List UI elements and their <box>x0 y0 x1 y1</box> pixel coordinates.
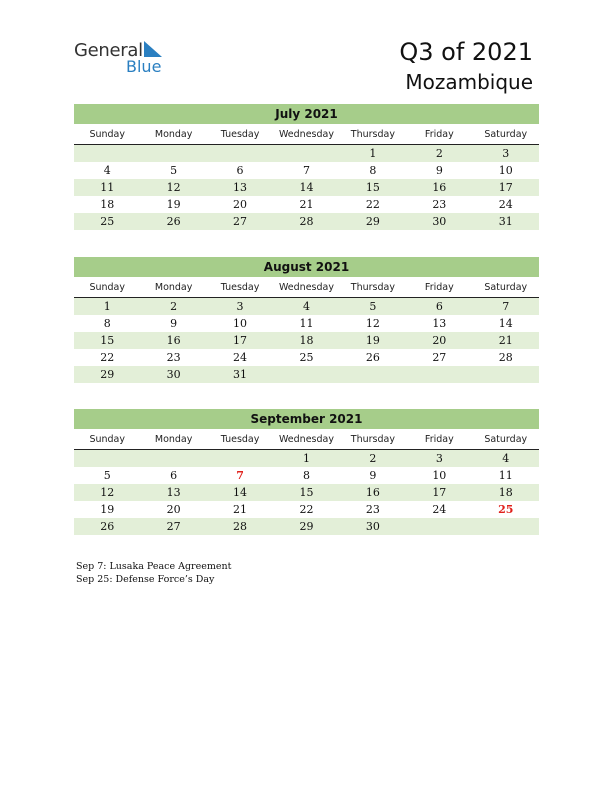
day-cell: 28 <box>233 520 248 533</box>
day-cell: 23 <box>365 503 380 516</box>
day-cell: 17 <box>498 181 513 194</box>
day-cell: 1 <box>302 452 310 465</box>
holiday-note: Sep 25: Defense Force’s Day <box>76 574 215 585</box>
empty-day-cell <box>406 518 472 535</box>
weekday-header-row <box>74 431 539 450</box>
day-cell: 7 <box>502 300 510 313</box>
month-title: July 2021 <box>74 104 539 124</box>
weekday-label: Monday <box>154 282 193 293</box>
day-cell: 26 <box>365 351 380 364</box>
holiday-day-cell: 7 <box>236 469 244 482</box>
weekday-label: Wednesday <box>278 434 334 445</box>
day-cell: 8 <box>302 469 310 482</box>
day-cell: 1 <box>369 147 377 160</box>
week-row <box>74 162 539 179</box>
day-cell: 26 <box>166 215 181 228</box>
empty-day-cell <box>273 366 339 383</box>
week-row <box>74 349 539 366</box>
day-cell: 28 <box>299 215 314 228</box>
day-cell: 4 <box>302 300 310 313</box>
week-row <box>74 315 539 332</box>
day-cell: 25 <box>100 215 115 228</box>
day-cell: 30 <box>365 520 380 533</box>
weekday-label: Thursday <box>350 434 395 445</box>
day-cell: 30 <box>166 368 181 381</box>
week-row <box>74 145 539 162</box>
day-cell: 13 <box>166 486 181 499</box>
day-cell: 13 <box>432 317 447 330</box>
day-cell: 24 <box>432 503 447 516</box>
month-title: August 2021 <box>74 257 539 277</box>
brand-name-blue: Blue <box>126 57 162 76</box>
day-cell: 21 <box>498 334 513 347</box>
day-cell: 6 <box>170 469 178 482</box>
brand-name-general: General <box>74 40 143 61</box>
day-cell: 16 <box>365 486 380 499</box>
day-cell: 20 <box>432 334 447 347</box>
day-cell: 11 <box>498 469 513 482</box>
empty-day-cell <box>473 366 539 383</box>
day-cell: 26 <box>100 520 115 533</box>
day-cell: 19 <box>365 334 380 347</box>
day-cell: 1 <box>103 300 111 313</box>
day-cell: 28 <box>498 351 513 364</box>
day-cell: 3 <box>502 147 510 160</box>
day-cell: 12 <box>100 486 115 499</box>
weekday-header-row <box>74 126 539 145</box>
day-cell: 14 <box>299 181 314 194</box>
brand-logo <box>74 40 174 80</box>
day-cell: 24 <box>498 198 513 211</box>
day-cell: 2 <box>435 147 443 160</box>
week-row <box>74 484 539 501</box>
day-cell: 29 <box>100 368 115 381</box>
day-cell: 22 <box>100 351 115 364</box>
day-cell: 22 <box>299 503 314 516</box>
day-cell: 2 <box>369 452 377 465</box>
weekday-label: Sunday <box>89 434 125 445</box>
day-cell: 19 <box>100 503 115 516</box>
day-cell: 10 <box>498 164 513 177</box>
week-row <box>74 332 539 349</box>
weekday-label: Friday <box>424 282 454 293</box>
page-title: Q3 of 2021 <box>399 38 533 66</box>
day-cell: 8 <box>103 317 111 330</box>
empty-day-cell <box>207 450 273 467</box>
day-cell: 30 <box>432 215 447 228</box>
empty-day-cell <box>340 366 406 383</box>
day-cell: 9 <box>369 469 377 482</box>
day-cell: 22 <box>365 198 380 211</box>
weekday-label: Thursday <box>350 129 395 140</box>
holiday-note: Sep 7: Lusaka Peace Agreement <box>76 561 232 572</box>
weekday-label: Wednesday <box>278 129 334 140</box>
day-cell: 17 <box>432 486 447 499</box>
day-cell: 18 <box>100 198 115 211</box>
weekday-label: Tuesday <box>220 129 260 140</box>
day-cell: 3 <box>236 300 244 313</box>
week-row <box>74 213 539 230</box>
weekday-label: Tuesday <box>220 434 260 445</box>
day-cell: 15 <box>299 486 314 499</box>
empty-day-cell <box>74 145 140 162</box>
weekday-label: Saturday <box>484 434 528 445</box>
day-cell: 5 <box>369 300 377 313</box>
day-cell: 2 <box>170 300 178 313</box>
weekday-label: Tuesday <box>220 282 260 293</box>
day-cell: 15 <box>365 181 380 194</box>
empty-day-cell <box>140 450 206 467</box>
holiday-notes <box>76 560 231 586</box>
weekday-label: Wednesday <box>278 282 334 293</box>
day-cell: 11 <box>100 181 115 194</box>
day-cell: 4 <box>103 164 111 177</box>
day-cell: 27 <box>166 520 181 533</box>
day-cell: 10 <box>233 317 248 330</box>
weekday-label: Sunday <box>89 282 125 293</box>
weekday-label: Saturday <box>484 282 528 293</box>
weekday-label: Thursday <box>350 282 395 293</box>
day-cell: 13 <box>233 181 248 194</box>
day-cell: 20 <box>233 198 248 211</box>
day-cell: 27 <box>432 351 447 364</box>
day-cell: 5 <box>170 164 178 177</box>
empty-day-cell <box>207 145 273 162</box>
day-cell: 29 <box>299 520 314 533</box>
empty-day-cell <box>140 145 206 162</box>
day-cell: 25 <box>299 351 314 364</box>
day-cell: 6 <box>435 300 443 313</box>
day-cell: 10 <box>432 469 447 482</box>
month-calendar-august <box>74 257 539 383</box>
empty-day-cell <box>473 518 539 535</box>
day-cell: 23 <box>166 351 181 364</box>
day-cell: 27 <box>233 215 248 228</box>
day-cell: 14 <box>233 486 248 499</box>
day-cell: 5 <box>103 469 111 482</box>
holiday-day-cell: 25 <box>498 503 514 516</box>
week-row <box>74 366 539 383</box>
day-cell: 16 <box>166 334 181 347</box>
day-cell: 9 <box>435 164 443 177</box>
day-cell: 12 <box>166 181 181 194</box>
weekday-label: Sunday <box>89 129 125 140</box>
day-cell: 23 <box>432 198 447 211</box>
day-cell: 21 <box>233 503 248 516</box>
day-cell: 17 <box>233 334 248 347</box>
weekday-label: Monday <box>154 129 193 140</box>
week-row <box>74 501 539 518</box>
day-cell: 12 <box>365 317 380 330</box>
day-cell: 31 <box>233 368 248 381</box>
day-cell: 19 <box>166 198 181 211</box>
day-cell: 18 <box>498 486 513 499</box>
week-row <box>74 196 539 213</box>
day-cell: 7 <box>302 164 310 177</box>
day-cell: 16 <box>432 181 447 194</box>
day-cell: 8 <box>369 164 377 177</box>
day-cell: 20 <box>166 503 181 516</box>
day-cell: 29 <box>365 215 380 228</box>
day-cell: 9 <box>170 317 178 330</box>
day-cell: 31 <box>498 215 513 228</box>
day-cell: 15 <box>100 334 115 347</box>
day-cell: 4 <box>502 452 510 465</box>
day-cell: 6 <box>236 164 244 177</box>
day-cell: 11 <box>299 317 314 330</box>
week-row <box>74 450 539 467</box>
week-row <box>74 518 539 535</box>
weekday-label: Friday <box>424 434 454 445</box>
weekday-header-row <box>74 279 539 298</box>
day-cell: 3 <box>435 452 443 465</box>
day-cell: 18 <box>299 334 314 347</box>
day-cell: 21 <box>299 198 314 211</box>
day-cell: 14 <box>498 317 513 330</box>
country-name: Mozambique <box>405 70 533 94</box>
week-row <box>74 179 539 196</box>
month-title: September 2021 <box>74 409 539 429</box>
week-row <box>74 298 539 315</box>
empty-day-cell <box>273 145 339 162</box>
week-row <box>74 467 539 484</box>
empty-day-cell <box>74 450 140 467</box>
day-cell: 24 <box>233 351 248 364</box>
empty-day-cell <box>406 366 472 383</box>
weekday-label: Friday <box>424 129 454 140</box>
weekday-label: Monday <box>154 434 193 445</box>
month-calendar-september <box>74 409 539 535</box>
weekday-label: Saturday <box>484 129 528 140</box>
month-calendar-july <box>74 104 539 230</box>
